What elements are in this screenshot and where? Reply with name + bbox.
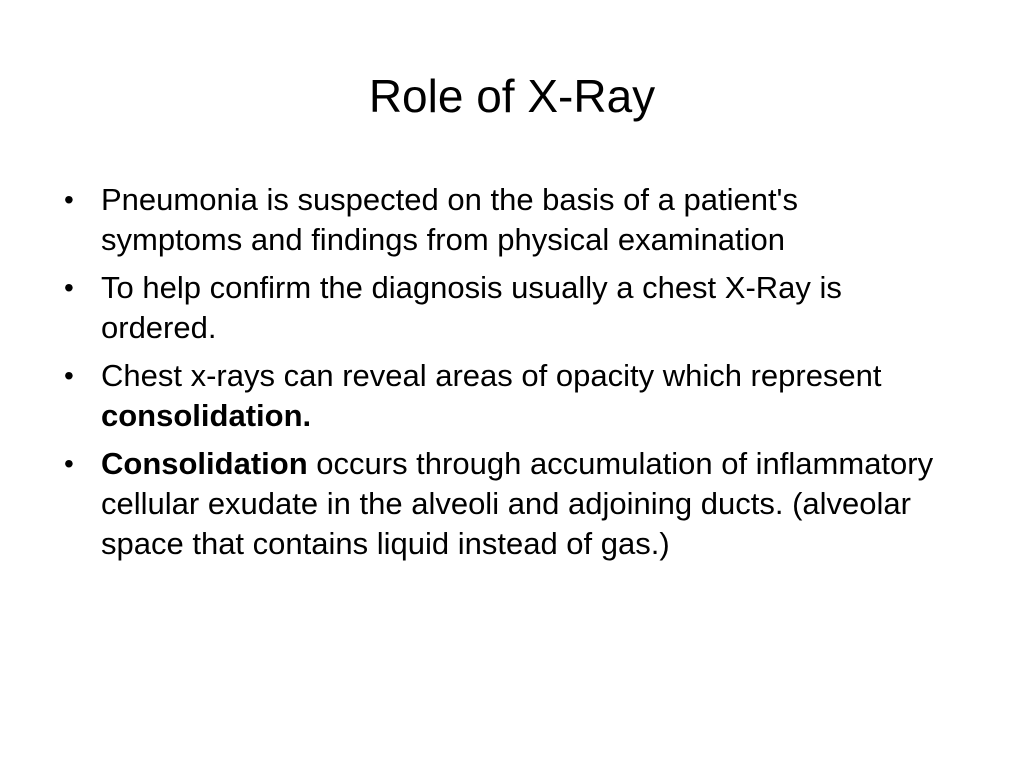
bullet-icon: • [64, 184, 74, 215]
bullet-bold-text: Consolidation [101, 446, 308, 481]
bullet-item-pneumonia [60, 180, 945, 260]
bullet-bold-text: consolidation. [101, 398, 312, 433]
bullet-item-consolidation [60, 444, 945, 564]
bullet-icon: • [64, 360, 74, 391]
bullet-text: Pneumonia is suspected on the basis of a patient's symptoms and findings from physical examination [101, 182, 798, 257]
slide-title: Role of X-Ray [368, 70, 656, 122]
bullet-icon: • [64, 448, 74, 479]
bullet-text: Chest x-rays can reveal areas of opacity which represent [101, 358, 882, 393]
bullet-item-confirm-diagnosis [60, 268, 945, 348]
bullet-list [60, 180, 945, 572]
bullet-text: To help confirm the diagnosis usually a chest X-Ray is ordered. [101, 270, 842, 345]
bullet-text: occurs through accumulation of inflammatory cellular exudate in the alveoli and adjoining ducts. (alveolar space that contains liquid instead of gas.) [101, 446, 934, 561]
bullet-item-chest-xray [60, 356, 945, 436]
bullet-icon: • [64, 272, 74, 303]
